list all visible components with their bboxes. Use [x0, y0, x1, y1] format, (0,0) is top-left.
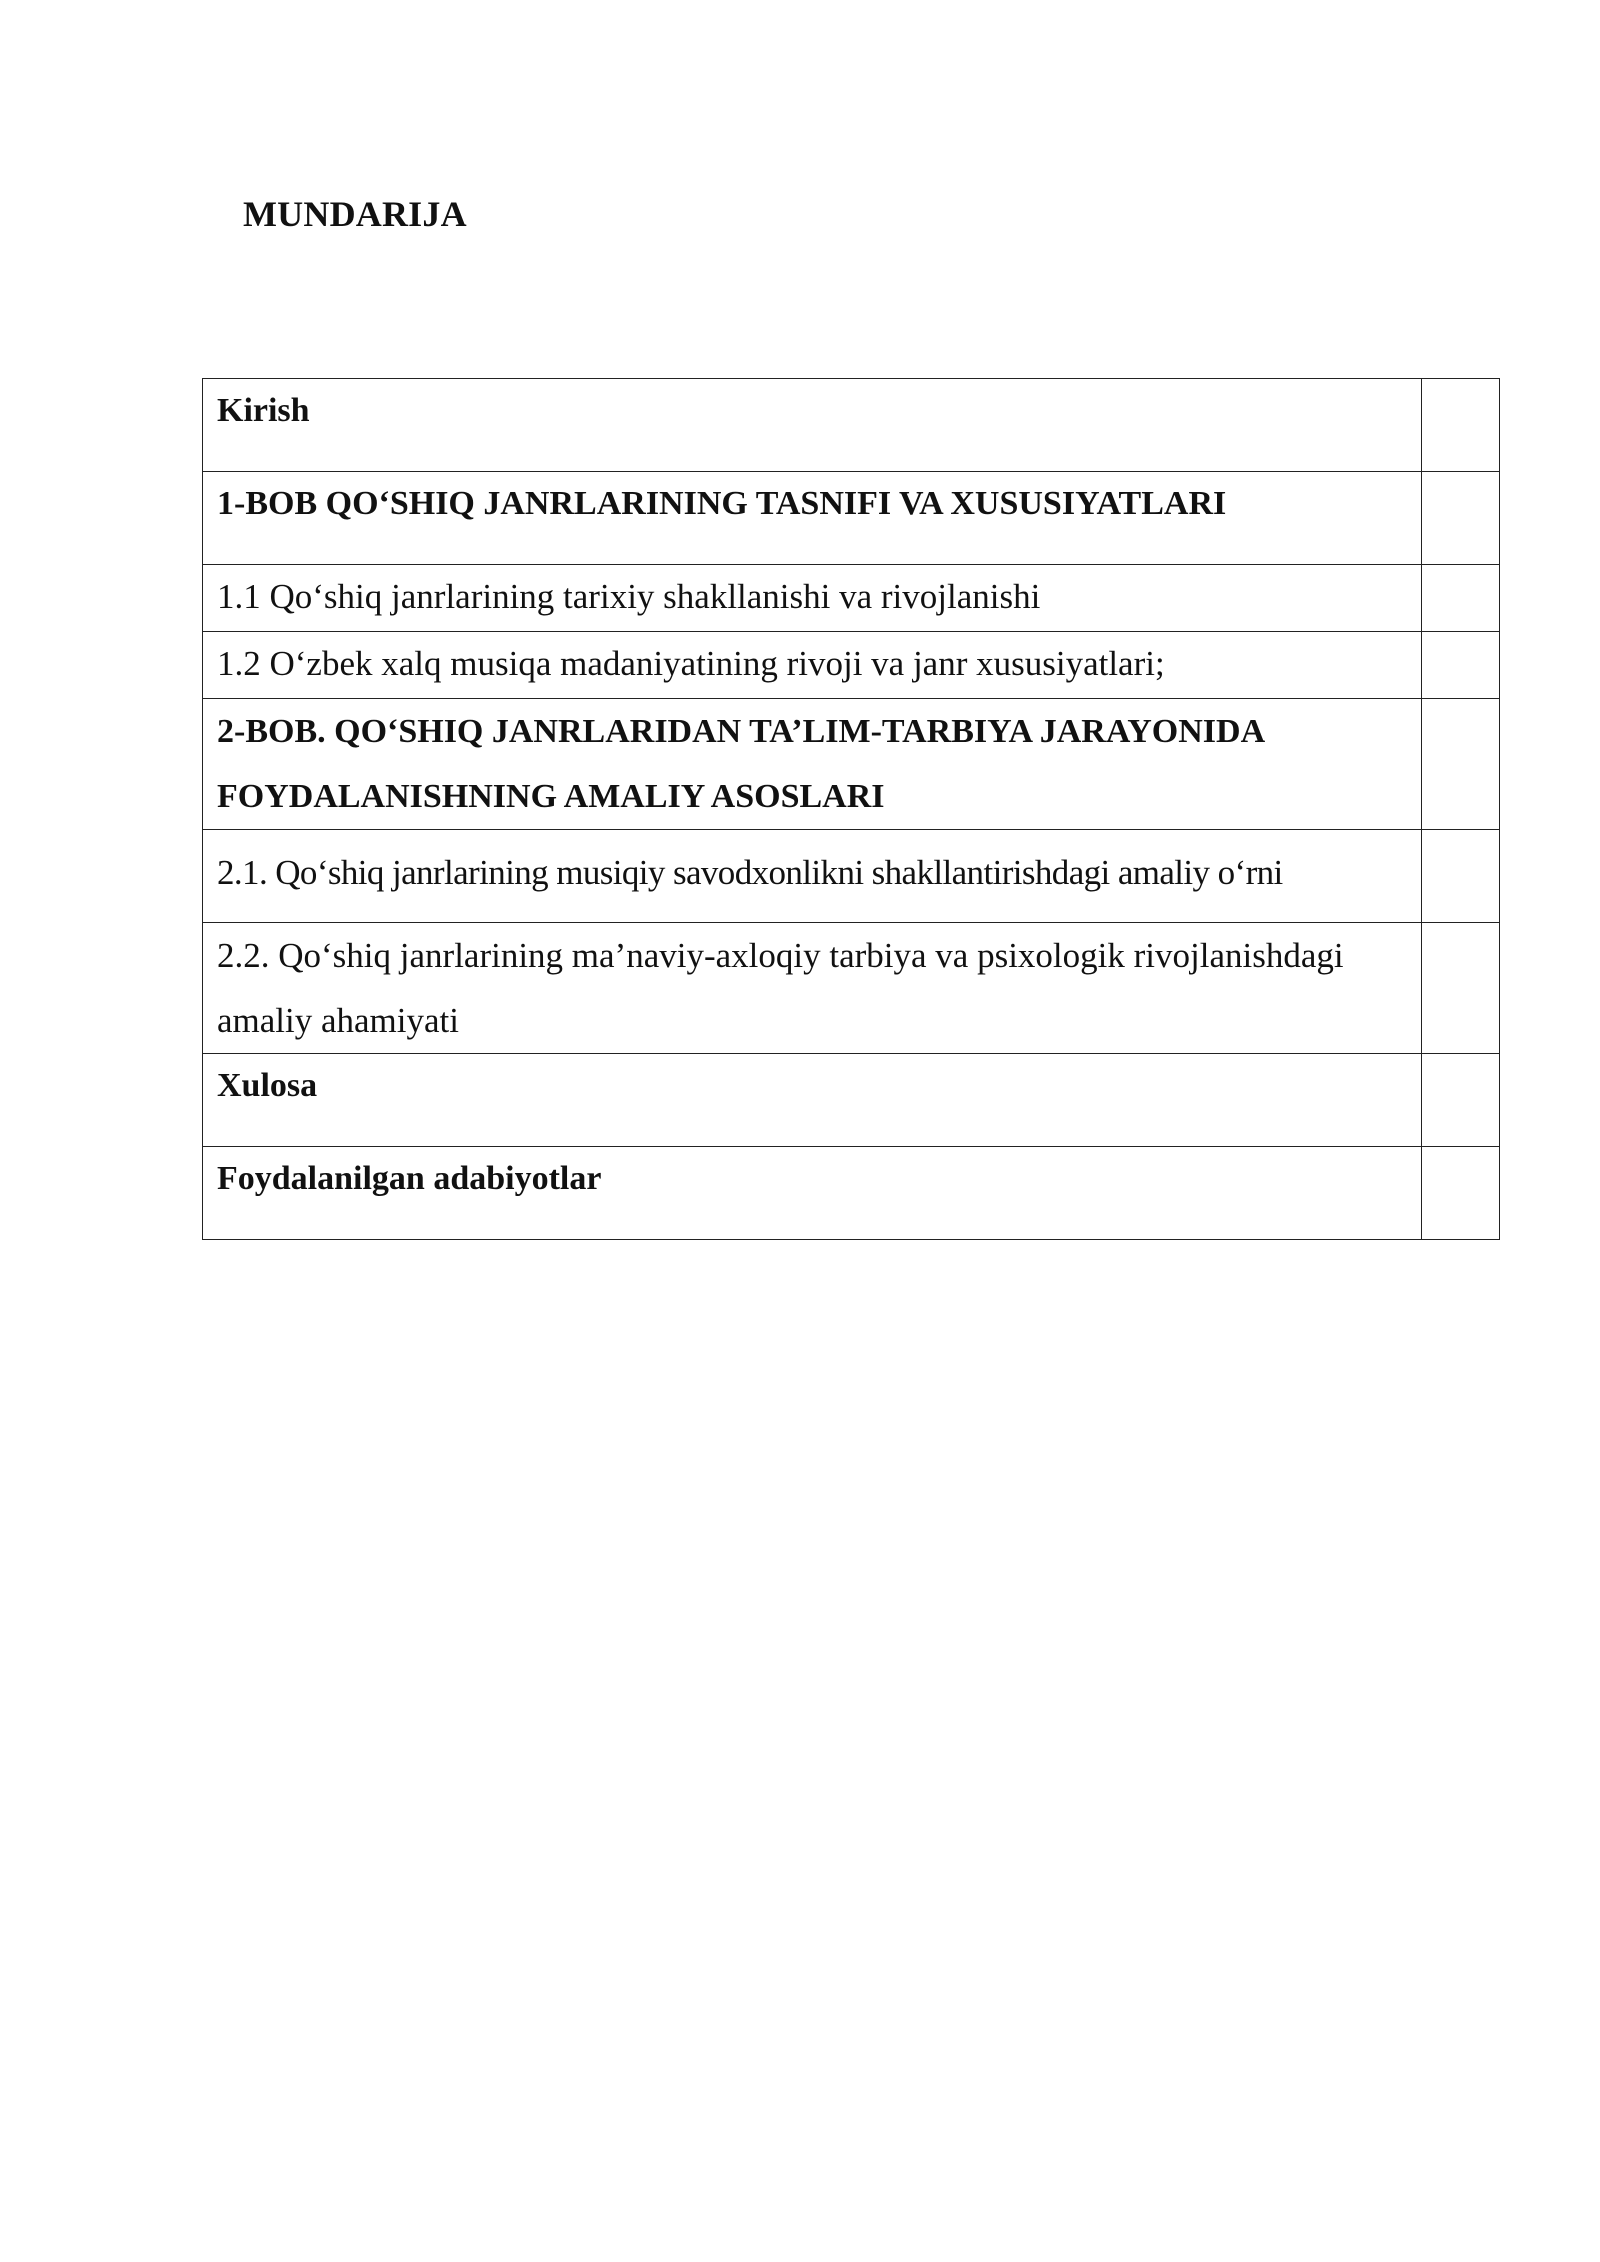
toc-title-cell	[203, 565, 1422, 632]
toc-row-section-1-1	[203, 565, 1500, 632]
toc-row-section-1-2	[203, 632, 1500, 699]
toc-page-number-cell	[1422, 830, 1500, 923]
toc-page-number-cell	[1422, 699, 1500, 830]
toc-page-number-cell	[1422, 632, 1500, 699]
toc-title-cell	[203, 1147, 1422, 1240]
toc-title-cell	[203, 379, 1422, 472]
toc-entry-chapter-1: 1-BOB QO‘SHIQ JANRLARINING TASNIFI VA XUSUSIYATLARI	[217, 485, 1227, 522]
toc-entry-section-2-1: 2.1. Qo‘shiq janrlarining musiqiy savodxonlikni shakllantirishdagi amaliy o‘rni	[217, 853, 1283, 892]
toc-entry-references: Foydalanilgan adabiyotlar	[217, 1160, 602, 1197]
toc-page-number-cell	[1422, 923, 1500, 1054]
toc-page-number-cell	[1422, 472, 1500, 565]
toc-row-section-2-2	[203, 923, 1500, 1054]
toc-entry-section-1-2: 1.2 O‘zbek xalq musiqa madaniyatining rivoji va janr xususiyatlari;	[217, 644, 1165, 683]
toc-page-number-cell	[1422, 1147, 1500, 1240]
table-of-contents	[202, 378, 1500, 1240]
toc-row-section-2-1	[203, 830, 1500, 923]
toc-entry-section-2-2: 2.2. Qo‘shiq janrlarining ma’naviy-axloqiy tarbiya va psixologik rivojlanishdagi amaliy ahamiyati	[217, 936, 1344, 1040]
toc-title-cell	[203, 830, 1422, 923]
toc-page-number-cell	[1422, 565, 1500, 632]
toc-entry-section-1-1: 1.1 Qo‘shiq janrlarining tarixiy shakllanishi va rivojlanishi	[217, 577, 1041, 616]
toc-title-cell	[203, 699, 1422, 830]
toc-title-cell	[203, 1054, 1422, 1147]
toc-row-introduction	[203, 379, 1500, 472]
toc-row-chapter-2	[203, 699, 1500, 830]
toc-title-cell	[203, 472, 1422, 565]
toc-row-references	[203, 1147, 1500, 1240]
toc-page-number-cell	[1422, 379, 1500, 472]
toc-entry-chapter-2: 2-BOB. QO‘SHIQ JANRLARIDAN TA’LIM-TARBIYA JARAYONIDA FOYDALANISHNING AMALIY ASOSLARI	[217, 713, 1264, 815]
toc-page-number-cell	[1422, 1054, 1500, 1147]
toc-title-cell	[203, 632, 1422, 699]
toc-row-conclusion	[203, 1054, 1500, 1147]
toc-title-cell	[203, 923, 1422, 1054]
page-title: MUNDARIJA	[243, 194, 467, 234]
toc-entry-introduction: Kirish	[217, 392, 310, 429]
toc-row-chapter-1	[203, 472, 1500, 565]
toc-entry-conclusion: Xulosa	[217, 1067, 318, 1104]
